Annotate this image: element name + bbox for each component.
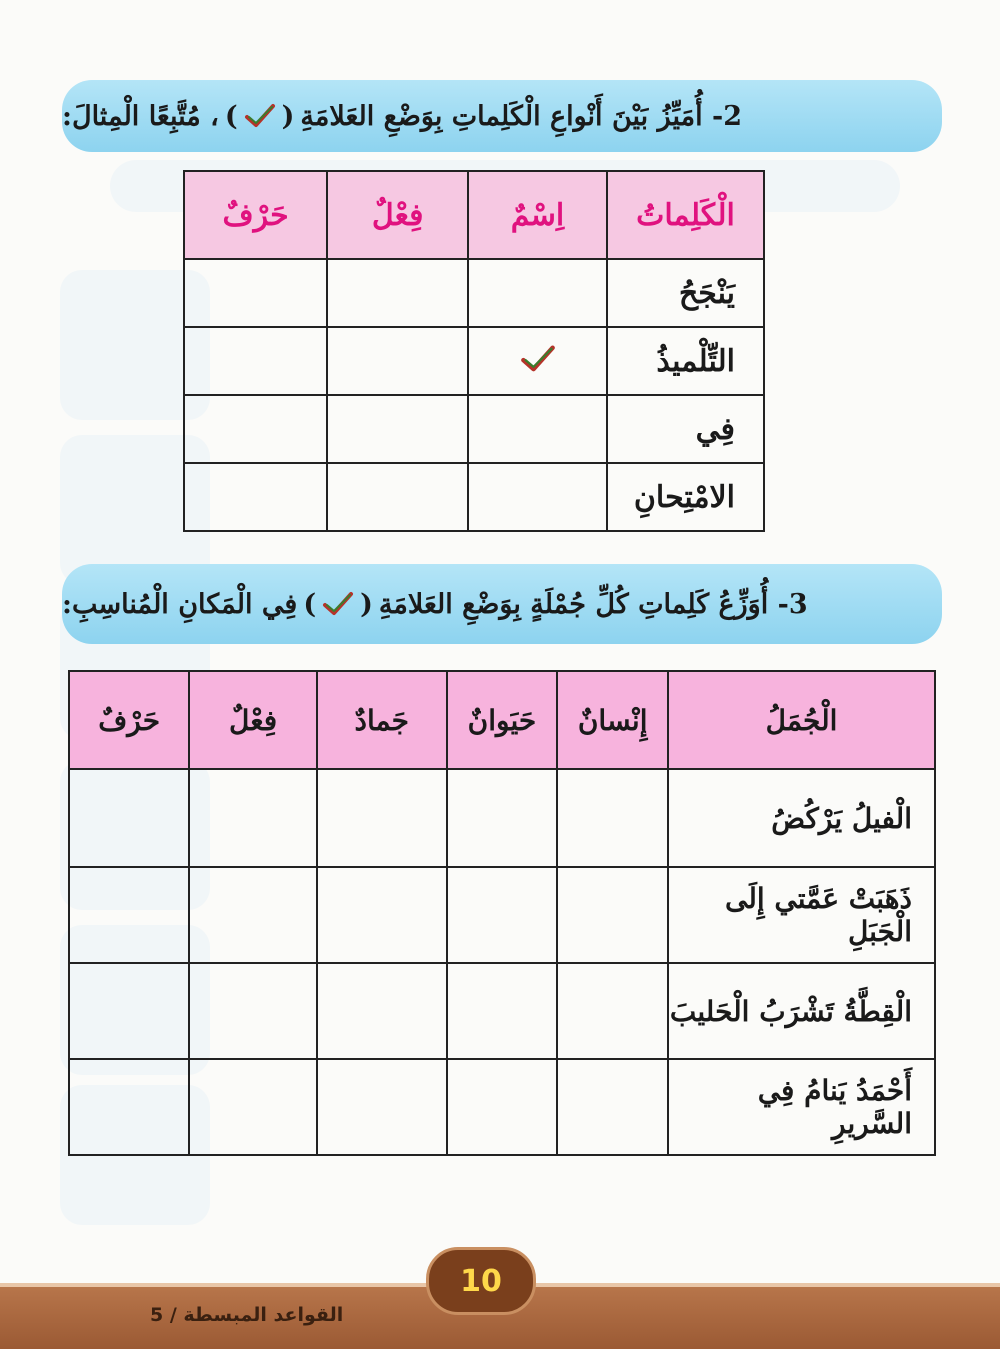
header-verb: فِعْلٌ: [327, 171, 468, 259]
answer-cell-animal[interactable]: [447, 1059, 558, 1155]
page-number: 10: [426, 1247, 536, 1315]
sentence-cell: أَحْمَدُ يَنامُ فِي السَّريرِ: [668, 1059, 935, 1155]
header-verb: فِعْلٌ: [189, 671, 317, 769]
header-animal: حَيَوانٌ: [447, 671, 558, 769]
header-human: إِنْسانٌ: [557, 671, 668, 769]
answer-cell-particle[interactable]: [69, 1059, 189, 1155]
book-title-label: القواعد المبسطة / 5: [150, 1304, 344, 1326]
answer-cell-human[interactable]: [557, 769, 668, 867]
answer-cell-human[interactable]: [557, 963, 668, 1059]
answer-cell-verb[interactable]: [189, 963, 317, 1059]
table-header-row: [69, 671, 935, 769]
table-row: [184, 259, 764, 327]
paren-close: ): [303, 588, 317, 620]
sentence-cell: الْفيلُ يَرْكُضُ: [668, 769, 935, 867]
paren-open: (: [360, 588, 373, 620]
answer-cell-animal[interactable]: [447, 963, 558, 1059]
exercise-3-banner: [62, 564, 942, 644]
answer-cell-verb[interactable]: [327, 463, 468, 531]
answer-cell-verb[interactable]: [327, 259, 468, 327]
table-header-row: [184, 171, 764, 259]
answer-cell-particle[interactable]: [69, 963, 189, 1059]
checkmark-icon: [244, 103, 276, 129]
answer-cell-object[interactable]: [317, 769, 447, 867]
exercise-2-question: [62, 101, 742, 132]
exercise-2-title-suffix: ، مُتَّبِعًا الْمِثالَ:: [62, 100, 219, 132]
answer-cell-human[interactable]: [557, 867, 668, 963]
word-cell: الامْتِحانِ: [607, 463, 764, 531]
sentence-cell: الْقِطَّةُ تَشْرَبُ الْحَليبَ: [668, 963, 935, 1059]
exercise-2-title: 2- أُمَيِّزُ بَيْنَ أَنْواعِ الْكَلِماتِ بِوَضْعِ العَلامَةِ: [300, 100, 742, 132]
answer-cell-object[interactable]: [317, 867, 447, 963]
answer-cell-verb[interactable]: [189, 1059, 317, 1155]
answer-cell-human[interactable]: [557, 1059, 668, 1155]
table-row: [184, 327, 764, 395]
answer-cell-particle[interactable]: [184, 259, 327, 327]
answer-cell-particle[interactable]: [69, 769, 189, 867]
paren-open: (: [281, 100, 295, 132]
table-row: [184, 395, 764, 463]
answer-cell-particle[interactable]: [184, 395, 327, 463]
table-row: [69, 867, 935, 963]
table-row: [69, 963, 935, 1059]
header-sentences: الْجُمَلُ: [668, 671, 935, 769]
sentence-cell: ذَهَبَتْ عَمَّتي إِلَى الْجَبَلِ: [668, 867, 935, 963]
answer-cell-verb[interactable]: [327, 395, 468, 463]
exercise-3-title: 3- أُوَزِّعُ كَلِماتِ كُلِّ جُمْلَةٍ بِوَضْعِ العَلامَةِ: [378, 588, 808, 620]
word-cell: فِي: [607, 395, 764, 463]
checkmark-icon: [322, 591, 354, 617]
header-noun: اِسْمٌ: [468, 171, 607, 259]
answer-cell-animal[interactable]: [447, 769, 558, 867]
answer-cell-animal[interactable]: [447, 867, 558, 963]
header-words: الْكَلِماتُ: [607, 171, 764, 259]
exercise-2-banner: [62, 80, 942, 152]
table-row: [69, 769, 935, 867]
table-row: [184, 463, 764, 531]
paren-close: ): [224, 100, 238, 132]
answer-cell-verb[interactable]: [327, 327, 468, 395]
header-particle: حَرْفٌ: [69, 671, 189, 769]
word-classification-table: [183, 170, 765, 532]
word-cell: يَنْجَحُ: [607, 259, 764, 327]
answer-cell-noun[interactable]: [468, 463, 607, 531]
header-object: جَمادٌ: [317, 671, 447, 769]
exercise-3-title-suffix: فِي الْمَكانِ الْمُناسِبِ:: [62, 588, 298, 620]
answer-cell-particle[interactable]: [184, 463, 327, 531]
table-row: [69, 1059, 935, 1155]
sentence-classification-table: [68, 670, 936, 1156]
word-cell: التِّلْميذُ: [607, 327, 764, 395]
header-particle: حَرْفٌ: [184, 171, 327, 259]
answer-cell-particle[interactable]: [69, 867, 189, 963]
answer-cell-noun[interactable]: [468, 395, 607, 463]
answer-cell-verb[interactable]: [189, 867, 317, 963]
answer-cell-noun[interactable]: [468, 327, 607, 395]
exercise-3-question: [62, 589, 808, 620]
checkmark-icon: [520, 344, 556, 374]
answer-cell-noun[interactable]: [468, 259, 607, 327]
answer-cell-object[interactable]: [317, 963, 447, 1059]
answer-cell-object[interactable]: [317, 1059, 447, 1155]
answer-cell-particle[interactable]: [184, 327, 327, 395]
answer-cell-verb[interactable]: [189, 769, 317, 867]
